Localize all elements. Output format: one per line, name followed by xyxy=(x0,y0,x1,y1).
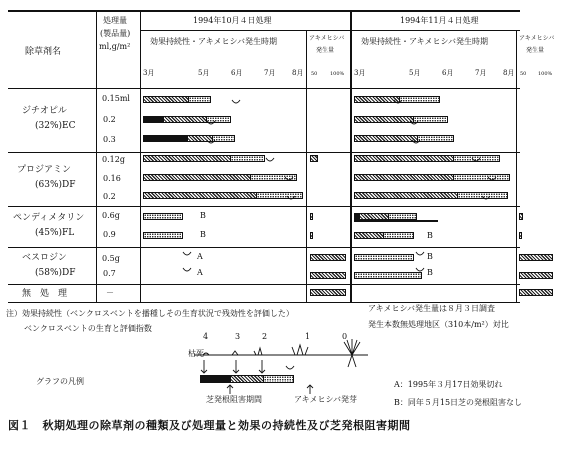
dose-value: 0.9 xyxy=(103,230,116,239)
dose-value: 0.7 xyxy=(103,269,116,278)
note-b: B：同年５月15日芝の発根阻害なし xyxy=(394,398,523,407)
emergence-bar xyxy=(310,272,346,279)
effect-bar xyxy=(143,232,183,239)
legend-bar xyxy=(200,375,294,383)
effect-bar xyxy=(143,155,265,162)
mark-b: B xyxy=(427,268,433,277)
dose-value: 0.2 xyxy=(103,192,116,201)
group-divider-3 xyxy=(8,247,520,248)
month-label: 6月 xyxy=(231,69,243,77)
herbicide-name: ペンディメタリン xyxy=(13,213,85,223)
grass-note: ベンクロスベントの生育と評価指数 xyxy=(24,324,152,333)
herbicide-formulation: (63%)DF xyxy=(35,180,76,190)
group-divider-1 xyxy=(8,152,520,153)
mark-b: B xyxy=(427,231,433,240)
sprout-label: アキメヒシバ発芽 xyxy=(294,395,357,404)
withered-label: 枯死 xyxy=(188,349,204,358)
herbicide-header: 除草剤名 xyxy=(25,47,62,57)
inhibition-line xyxy=(354,220,438,222)
effect-bar xyxy=(354,155,500,162)
period1-title: 1994年10月４日処理 xyxy=(193,16,272,25)
index-number: 4 xyxy=(203,332,209,341)
effect-note: 注）効果持続性（ベンクロスベントを播種しその生育状況で残効性を評価した） xyxy=(6,309,294,318)
header-bottom-border xyxy=(8,88,520,89)
effect-bar xyxy=(354,192,508,199)
effect-bar xyxy=(354,174,510,181)
emergence-bar xyxy=(519,254,553,261)
dose-value: 0.16 xyxy=(103,174,121,183)
amount-header-2: (製品量) xyxy=(100,29,131,38)
effect-header-1: 効果持続性・アキメヒシバ発生時期 xyxy=(150,37,277,46)
scale-label: 100% xyxy=(330,71,345,77)
month-label: 5月 xyxy=(198,69,210,77)
ratio-note: 発生本数無処理地区（310本/m²）対比 xyxy=(368,320,509,329)
group-divider-4 xyxy=(8,284,520,285)
sprout-mark xyxy=(416,252,424,255)
effect-bar xyxy=(354,96,440,103)
month-label: 8月 xyxy=(503,69,515,77)
sprout-mark xyxy=(266,158,274,161)
inhibition-label: 芝発根阻害期間 xyxy=(206,395,262,404)
scale-label: 100% xyxy=(538,71,553,77)
dose-value: 0.12g xyxy=(102,155,125,164)
month-label: 7月 xyxy=(475,69,487,77)
table-bottom-border xyxy=(8,302,520,303)
dose-value: 0.2 xyxy=(103,115,116,124)
month-label: 8月 xyxy=(292,69,304,77)
mark-a: A xyxy=(197,252,203,261)
herbicide-name: ベスロジン xyxy=(22,253,67,263)
dose-value: 0.6g xyxy=(102,211,120,220)
amount-header-3: ml,g/m² xyxy=(99,42,131,51)
mark-b: B xyxy=(200,230,206,239)
sprout-mark xyxy=(183,252,191,255)
col-divider-emergence2 xyxy=(516,30,517,302)
effect-bar xyxy=(143,213,183,220)
emergence-bar xyxy=(310,289,346,296)
herbicide-name: 無 処 理 xyxy=(22,289,68,299)
survey-note: アキメヒシバ発生量は８月３日調査 xyxy=(368,304,495,313)
scale-label: 50 xyxy=(520,71,527,77)
emergence-header-1a: アキメヒシバ xyxy=(309,35,345,42)
effect-bar xyxy=(354,213,417,220)
mark-b: B xyxy=(200,211,206,220)
herbicide-formulation: (58%)DF xyxy=(35,268,76,278)
table-top-border xyxy=(8,10,520,12)
emergence-bar xyxy=(310,232,313,239)
effect-bar xyxy=(143,192,303,199)
month-label: 5月 xyxy=(409,69,421,77)
effect-header-2: 効果持続性・アキメヒシバ発生時期 xyxy=(361,37,488,46)
mark-b: B xyxy=(427,252,433,261)
emergence-bar xyxy=(519,213,523,220)
emergence-bar xyxy=(310,155,318,162)
effect-bar xyxy=(354,135,454,142)
index-number: 2 xyxy=(262,332,268,341)
month-label: 3月 xyxy=(354,69,366,77)
note-a: A：1995年３月17日効果切れ xyxy=(394,380,503,389)
amount-header-1: 処理量 xyxy=(103,16,127,25)
sprout-mark xyxy=(232,100,240,103)
herbicide-name: プロジアミン xyxy=(17,165,72,175)
dose-value: 0.15ml xyxy=(102,94,130,103)
index-number: 1 xyxy=(305,332,311,341)
emergence-header-2a: アキメヒシバ xyxy=(519,35,555,42)
emergence-bar xyxy=(310,213,313,220)
month-label: 7月 xyxy=(264,69,276,77)
col-divider-name xyxy=(96,10,97,302)
dose-value: － xyxy=(106,288,114,297)
sprout-mark xyxy=(416,268,424,271)
effect-bar xyxy=(143,174,297,181)
col-divider-emergence1 xyxy=(306,30,307,302)
effect-bar xyxy=(143,116,231,123)
group-divider-2 xyxy=(8,206,520,207)
col-divider-period xyxy=(350,10,352,302)
herbicide-formulation: (32%)EC xyxy=(35,121,76,131)
effect-bar xyxy=(354,272,422,279)
effect-bar xyxy=(143,96,211,103)
sprout-mark xyxy=(183,268,191,271)
index-number: 0 xyxy=(342,332,348,341)
period2-title: 1994年11月４日処理 xyxy=(400,16,479,25)
emergence-header-2b: 発生量 xyxy=(526,47,545,54)
col-divider-amount xyxy=(140,10,141,302)
month-label: 6月 xyxy=(442,69,454,77)
header-sub-border xyxy=(140,30,520,31)
index-number: 3 xyxy=(235,332,241,341)
legend-title: グラフの凡例 xyxy=(36,377,84,386)
effect-bar xyxy=(354,232,414,239)
emergence-bar xyxy=(310,254,346,261)
emergence-header-1b: 発生量 xyxy=(316,47,335,54)
herbicide-name: ジチオピル xyxy=(22,106,67,116)
month-label: 3月 xyxy=(143,69,155,77)
figure-caption: 図１ 秋期処理の除草剤の種類及び処理量と効果の持続性及び芝発根阻害期間 xyxy=(8,419,411,432)
emergence-bar xyxy=(519,289,553,296)
emergence-bar xyxy=(519,272,553,279)
scale-label: 50 xyxy=(311,71,318,77)
emergence-bar xyxy=(519,232,522,239)
mark-a: A xyxy=(197,268,203,277)
effect-bar xyxy=(143,135,235,142)
effect-bar xyxy=(354,116,448,123)
dose-value: 0.5g xyxy=(102,254,120,263)
herbicide-formulation: (45%)FL xyxy=(35,228,75,238)
effect-bar xyxy=(354,254,414,261)
dose-value: 0.3 xyxy=(103,135,116,144)
